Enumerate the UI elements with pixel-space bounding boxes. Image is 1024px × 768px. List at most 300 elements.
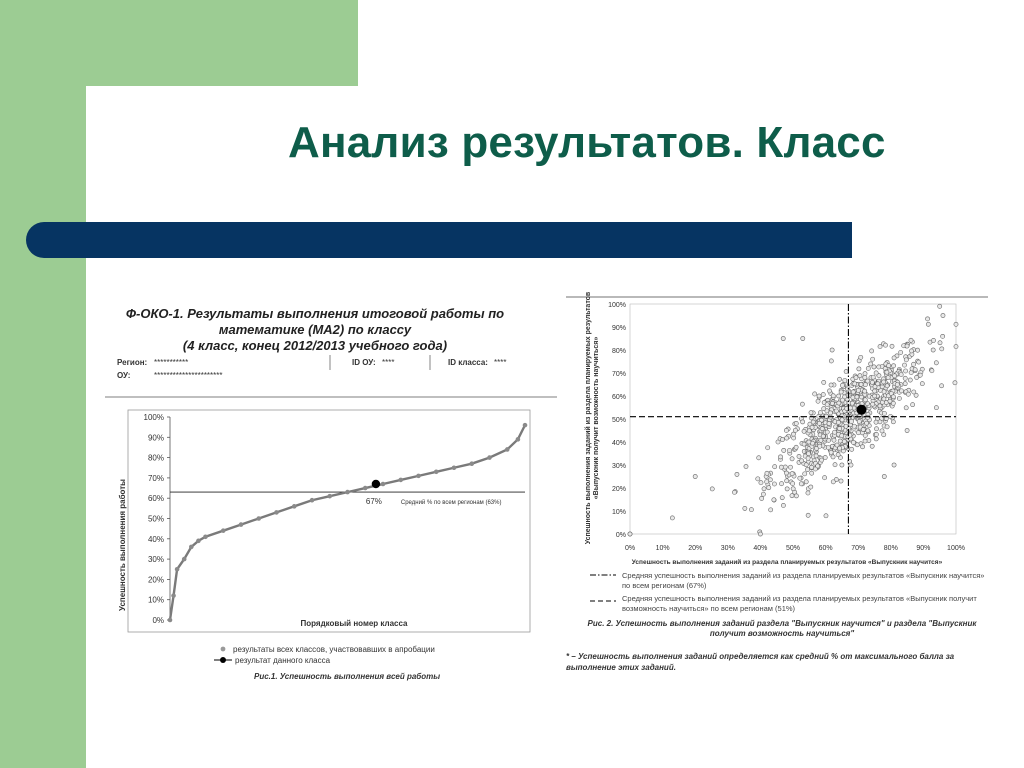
- class-point: [903, 382, 907, 386]
- all-classes-point: [221, 528, 226, 533]
- class-point: [851, 440, 855, 444]
- class-point: [903, 369, 907, 373]
- class-point: [852, 424, 856, 428]
- class-point: [806, 491, 810, 495]
- class-point: [820, 427, 824, 431]
- class-point: [845, 387, 849, 391]
- class-point: [874, 427, 878, 431]
- chart2-x-tick-label: 80%: [883, 545, 898, 552]
- class-point: [954, 322, 958, 326]
- chart1-y-tick-label: 60%: [147, 494, 164, 504]
- class-point: [797, 454, 801, 458]
- class-point: [869, 362, 873, 366]
- class-point: [909, 370, 913, 374]
- class-point: [838, 446, 842, 450]
- title-underline-bar: [26, 222, 852, 258]
- class-point: [863, 375, 867, 379]
- figure-2-caption-line-2: получит возможность научиться": [709, 629, 855, 638]
- class-point: [842, 439, 846, 443]
- class-point: [839, 479, 843, 483]
- class-point: [827, 389, 831, 393]
- class-point: [874, 437, 878, 441]
- class-point: [833, 463, 837, 467]
- class-point: [765, 480, 769, 484]
- class-point: [844, 424, 848, 428]
- class-point: [779, 465, 783, 469]
- class-point: [855, 443, 859, 447]
- chart1-x-axis-label: Порядковый номер класса: [300, 619, 408, 628]
- class-point: [840, 418, 844, 422]
- class-point: [794, 494, 798, 498]
- green-top-block: [0, 0, 358, 86]
- class-point: [840, 463, 844, 467]
- all-classes-point: [505, 447, 510, 452]
- class-point: [794, 445, 798, 449]
- class-point: [790, 457, 794, 461]
- class-point: [802, 429, 806, 433]
- class-point: [791, 482, 795, 486]
- class-point: [828, 411, 832, 415]
- legend-gray-dot-icon: [221, 647, 226, 652]
- all-classes-point: [469, 461, 474, 466]
- all-classes-point: [487, 455, 492, 460]
- class-point: [885, 425, 889, 429]
- class-point: [906, 392, 910, 396]
- class-point: [803, 472, 807, 476]
- class-point: [830, 348, 834, 352]
- class-point: [903, 376, 907, 380]
- class-point: [904, 358, 908, 362]
- class-point: [840, 414, 844, 418]
- class-point: [892, 463, 896, 467]
- class-point: [892, 356, 896, 360]
- class-point: [821, 434, 825, 438]
- region-label: Регион:: [117, 358, 148, 367]
- chart2-x-tick-label: 40%: [753, 545, 768, 552]
- class-point: [827, 421, 831, 425]
- chart2-x-tick-label: 20%: [688, 545, 703, 552]
- regional-average-label: Средний % по всем регионам (63%): [400, 499, 502, 506]
- class-point: [819, 438, 823, 442]
- class-point: [938, 304, 942, 308]
- class-point: [799, 482, 803, 486]
- class-point: [926, 322, 930, 326]
- class-point: [891, 420, 895, 424]
- class-point: [864, 421, 868, 425]
- class-point: [735, 472, 739, 476]
- class-point: [820, 458, 824, 462]
- chart1-frame: [128, 410, 530, 632]
- chart1-y-axis-label: Успешность выполнения работы: [118, 479, 127, 611]
- all-classes-point: [416, 474, 421, 479]
- class-point: [905, 428, 909, 432]
- class-point: [850, 447, 854, 451]
- class-point: [769, 508, 773, 512]
- class-point: [758, 532, 762, 536]
- class-point: [785, 436, 789, 440]
- chart2-x-tick-label: 50%: [785, 545, 801, 552]
- ou-value: **********************: [154, 371, 223, 380]
- class-point: [851, 390, 855, 394]
- report-figure-2-svg: [560, 290, 1000, 680]
- class-point: [781, 503, 785, 507]
- class-point: [790, 494, 794, 498]
- class-point: [807, 440, 811, 444]
- class-point: [863, 389, 867, 393]
- legend-avg-learn-line-2: по всем регионам (67%): [622, 581, 707, 590]
- class-point: [872, 365, 876, 369]
- class-point: [766, 446, 770, 450]
- all-classes-point: [239, 522, 244, 527]
- class-point: [805, 467, 809, 471]
- class-point: [810, 465, 814, 469]
- class-point: [802, 442, 806, 446]
- class-point: [874, 371, 878, 375]
- chart2-y-tick-label: 70%: [611, 371, 626, 378]
- class-point: [857, 419, 861, 423]
- all-classes-point: [327, 494, 332, 499]
- chart2-y-tick-label: 50%: [611, 417, 626, 424]
- class-point: [749, 508, 753, 512]
- class-point: [902, 363, 906, 367]
- class-point: [800, 459, 804, 463]
- class-point: [917, 360, 921, 364]
- chart1-y-tick-label: 30%: [147, 555, 164, 565]
- green-side-panel: [0, 0, 86, 768]
- class-point: [837, 377, 841, 381]
- chart1-y-tick-label: 0%: [152, 616, 164, 625]
- class-point: [773, 465, 777, 469]
- report-figure-1: [100, 290, 560, 690]
- class-point: [831, 455, 835, 459]
- chart1-legend: [214, 645, 435, 665]
- class-point: [940, 347, 944, 351]
- all-classes-point: [182, 557, 187, 562]
- region-value: ***********: [154, 358, 189, 367]
- class-point: [816, 399, 820, 403]
- class-point: [757, 456, 761, 460]
- class-point: [890, 344, 894, 348]
- all-classes-point: [516, 437, 521, 442]
- chart1-y-tick-label: 70%: [147, 473, 164, 483]
- class-point: [829, 450, 833, 454]
- class-point: [782, 448, 786, 452]
- class-point: [858, 374, 862, 378]
- chart2-x-tick-label: 10%: [655, 545, 670, 552]
- footnote-line-2: выполнение этих заданий.: [566, 663, 676, 672]
- all-classes-point: [274, 510, 279, 515]
- class-point: [829, 359, 833, 363]
- class-point: [844, 369, 848, 373]
- class-point: [814, 454, 818, 458]
- class-point: [873, 389, 877, 393]
- class-point: [871, 357, 875, 361]
- class-point: [939, 384, 943, 388]
- class-point: [954, 344, 958, 348]
- class-point: [912, 390, 916, 394]
- class-point: [909, 338, 913, 342]
- class-result-point: [372, 480, 380, 488]
- class-point: [806, 452, 810, 456]
- class-point: [780, 437, 784, 441]
- class-point: [767, 486, 771, 490]
- class-point: [855, 395, 859, 399]
- chart2-y-tick-label: 30%: [611, 463, 626, 470]
- all-classes-point: [256, 516, 261, 521]
- class-point: [801, 336, 805, 340]
- class-point: [794, 421, 798, 425]
- class-point: [628, 532, 632, 536]
- chart2-legend: [590, 571, 984, 613]
- all-classes-point: [168, 618, 173, 623]
- chart2-y-tick-label: 0%: [615, 532, 626, 539]
- all-classes-point: [452, 465, 457, 470]
- class-point: [801, 420, 805, 424]
- all-classes-point: [345, 490, 350, 495]
- class-point: [816, 464, 820, 468]
- report-title-line-2: математике (МА2) по классу: [218, 322, 412, 337]
- class-point: [809, 485, 813, 489]
- class-point: [791, 432, 795, 436]
- class-point: [882, 380, 886, 384]
- class-point: [831, 394, 835, 398]
- class-point: [756, 477, 760, 481]
- class-point: [899, 350, 903, 354]
- class-point: [882, 474, 886, 478]
- legend-black-dot-icon: [220, 657, 226, 663]
- all-classes-point: [175, 567, 180, 572]
- chart2-x-tick-label: 100%: [947, 545, 965, 552]
- report-title-line-3: (4 класс, конец 2012/2013 учебного года): [182, 338, 448, 353]
- class-point: [871, 375, 875, 379]
- class-point: [854, 376, 858, 380]
- legend-class-label: результат данного класса: [235, 656, 331, 665]
- report-figure-1-svg: [100, 290, 560, 690]
- class-point: [891, 364, 895, 368]
- class-point: [788, 465, 792, 469]
- chart1-y-tick-label: 90%: [147, 433, 164, 443]
- class-point: [859, 355, 863, 359]
- class-point: [904, 406, 908, 410]
- chart2-y-tick-label: 80%: [611, 348, 626, 355]
- class-point: [877, 365, 881, 369]
- class-point: [784, 471, 788, 475]
- class-point: [857, 367, 861, 371]
- class-point: [832, 438, 836, 442]
- class-point: [953, 381, 957, 385]
- class-point: [934, 361, 938, 365]
- chart1-y-tick-label: 100%: [143, 413, 164, 422]
- class-point: [895, 383, 899, 387]
- class-point: [837, 394, 841, 398]
- class-point: [860, 445, 864, 449]
- class-point: [772, 482, 776, 486]
- class-point: [859, 382, 863, 386]
- class-point: [783, 465, 787, 469]
- class-point: [913, 368, 917, 372]
- class-point: [840, 383, 844, 387]
- chart2-x-tick-label: 0%: [624, 545, 636, 552]
- chart2-x-tick-label: 60%: [818, 545, 833, 552]
- class-point: [883, 343, 887, 347]
- chart1-y-tick-label: 20%: [147, 575, 164, 585]
- all-classes-point: [434, 470, 439, 475]
- class-point: [670, 516, 674, 520]
- class-point: [870, 444, 874, 448]
- class-point: [838, 439, 842, 443]
- all-classes-point: [171, 593, 176, 598]
- class-point: [874, 420, 878, 424]
- class-point: [899, 389, 903, 393]
- class-point: [872, 394, 876, 398]
- chart2-x-tick-label: 30%: [720, 545, 735, 552]
- class-point: [772, 498, 776, 502]
- class-point: [791, 487, 795, 491]
- class-point: [863, 383, 867, 387]
- class-point: [809, 411, 813, 415]
- class-point: [800, 402, 804, 406]
- id-class-value: ****: [494, 358, 507, 367]
- class-point: [930, 369, 934, 373]
- class-point: [813, 392, 817, 396]
- class-point: [938, 341, 942, 345]
- class-point: [941, 313, 945, 317]
- class-point: [826, 446, 830, 450]
- class-point: [876, 382, 880, 386]
- all-classes-point: [189, 545, 194, 550]
- class-point: [806, 513, 810, 517]
- class-point: [837, 401, 841, 405]
- id-ou-value: ****: [382, 358, 395, 367]
- class-point: [874, 432, 878, 436]
- all-classes-point: [363, 486, 368, 491]
- chart2-y-tick-label: 20%: [611, 486, 626, 493]
- legend-avg-opportunity-line-2: возможность научиться» по всем регионам (51%): [622, 604, 796, 613]
- class-point: [762, 487, 766, 491]
- class-point: [785, 487, 789, 491]
- class-point: [825, 403, 829, 407]
- class-point: [821, 392, 825, 396]
- class-point: [822, 407, 826, 411]
- class-point: [931, 338, 935, 342]
- class-point: [833, 430, 837, 434]
- all-classes-point: [203, 534, 208, 539]
- class-point: [834, 409, 838, 413]
- class-point: [871, 402, 875, 406]
- class-point: [920, 382, 924, 386]
- class-point: [840, 434, 844, 438]
- class-point: [870, 349, 874, 353]
- class-point: [863, 439, 867, 443]
- legend-avg-learn-line-1: Средняя успешность выполнения заданий из раздела планируемых результатов «Выпускник научится»: [622, 571, 985, 580]
- chart2-y-axis-label-line-2: «Выпускник получит возможность научиться»: [593, 336, 600, 500]
- class-point: [817, 421, 821, 425]
- class-point: [825, 430, 829, 434]
- class-point: [693, 474, 697, 478]
- report-figure-2: [560, 290, 1000, 680]
- footnote-line-1: * – Успешность выполнения заданий определяется как средний % от максимального балла за: [566, 652, 955, 661]
- slide-title: Анализ результатов. Класс: [288, 118, 886, 167]
- class-point: [882, 390, 886, 394]
- all-classes-point: [292, 504, 297, 509]
- ou-label: ОУ:: [117, 371, 131, 380]
- class-result-label: 67%: [365, 496, 382, 506]
- class-point: [824, 514, 828, 518]
- class-point: [836, 420, 840, 424]
- class-point: [918, 373, 922, 377]
- class-point: [853, 382, 857, 386]
- all-classes-point: [381, 482, 386, 487]
- chart2-y-tick-label: 10%: [611, 509, 626, 516]
- class-point: [866, 429, 870, 433]
- class-point: [899, 372, 903, 376]
- class-point: [810, 425, 814, 429]
- id-ou-label: ID ОУ:: [352, 358, 376, 367]
- class-point: [798, 476, 802, 480]
- class-point: [818, 444, 822, 448]
- class-point: [779, 482, 783, 486]
- class-point: [897, 396, 901, 400]
- class-point: [882, 411, 886, 415]
- class-point: [888, 399, 892, 403]
- class-point: [916, 348, 920, 352]
- class-point: [925, 317, 929, 321]
- chart1-y-tick-label: 40%: [147, 534, 164, 544]
- class-point: [836, 453, 840, 457]
- class-point: [870, 380, 874, 384]
- class-point: [804, 463, 808, 467]
- class-point: [880, 429, 884, 433]
- all-classes-point: [398, 478, 403, 483]
- chart1-y-tick-label: 50%: [147, 514, 164, 524]
- class-point: [817, 394, 821, 398]
- class-point: [765, 471, 769, 475]
- chart1-y-tick-label: 80%: [147, 453, 164, 463]
- id-class-label: ID класса:: [448, 358, 488, 367]
- class-point: [839, 390, 843, 394]
- chart1-y-tick-label: 10%: [147, 595, 164, 605]
- class-point: [811, 420, 815, 424]
- chart2-y-tick-label: 60%: [611, 394, 626, 401]
- class-point: [861, 427, 865, 431]
- chart2-y-tick-label: 100%: [608, 302, 626, 309]
- class-point: [878, 404, 882, 408]
- class-point: [908, 378, 912, 382]
- class-point: [849, 419, 853, 423]
- class-point: [806, 456, 810, 460]
- class-point: [822, 380, 826, 384]
- class-point: [863, 398, 867, 402]
- class-point: [760, 496, 764, 500]
- class-point: [807, 429, 811, 433]
- class-point: [931, 348, 935, 352]
- class-point: [838, 426, 842, 430]
- class-point: [941, 334, 945, 338]
- class-point: [780, 496, 784, 500]
- chart2-y-tick-label: 40%: [611, 440, 626, 447]
- class-point: [882, 397, 886, 401]
- figure-2-caption-line-1: Рис. 2. Успешность выполнения заданий раздела "Выпускник научится" и раздела "Выпускник: [587, 619, 977, 628]
- legend-all-classes-label: результаты всех классов, участвовавших в апробации: [233, 645, 435, 654]
- chart2-x-axis-label: Успешность выполнения заданий из раздела планируемых результатов «Выпускник научится»: [631, 559, 943, 566]
- class-point: [885, 384, 889, 388]
- chart2-y-tick-label: 90%: [611, 325, 626, 332]
- class-point: [759, 481, 763, 485]
- class-point: [885, 370, 889, 374]
- class-point: [909, 349, 913, 353]
- class-point: [744, 464, 748, 468]
- class-point: [761, 492, 765, 496]
